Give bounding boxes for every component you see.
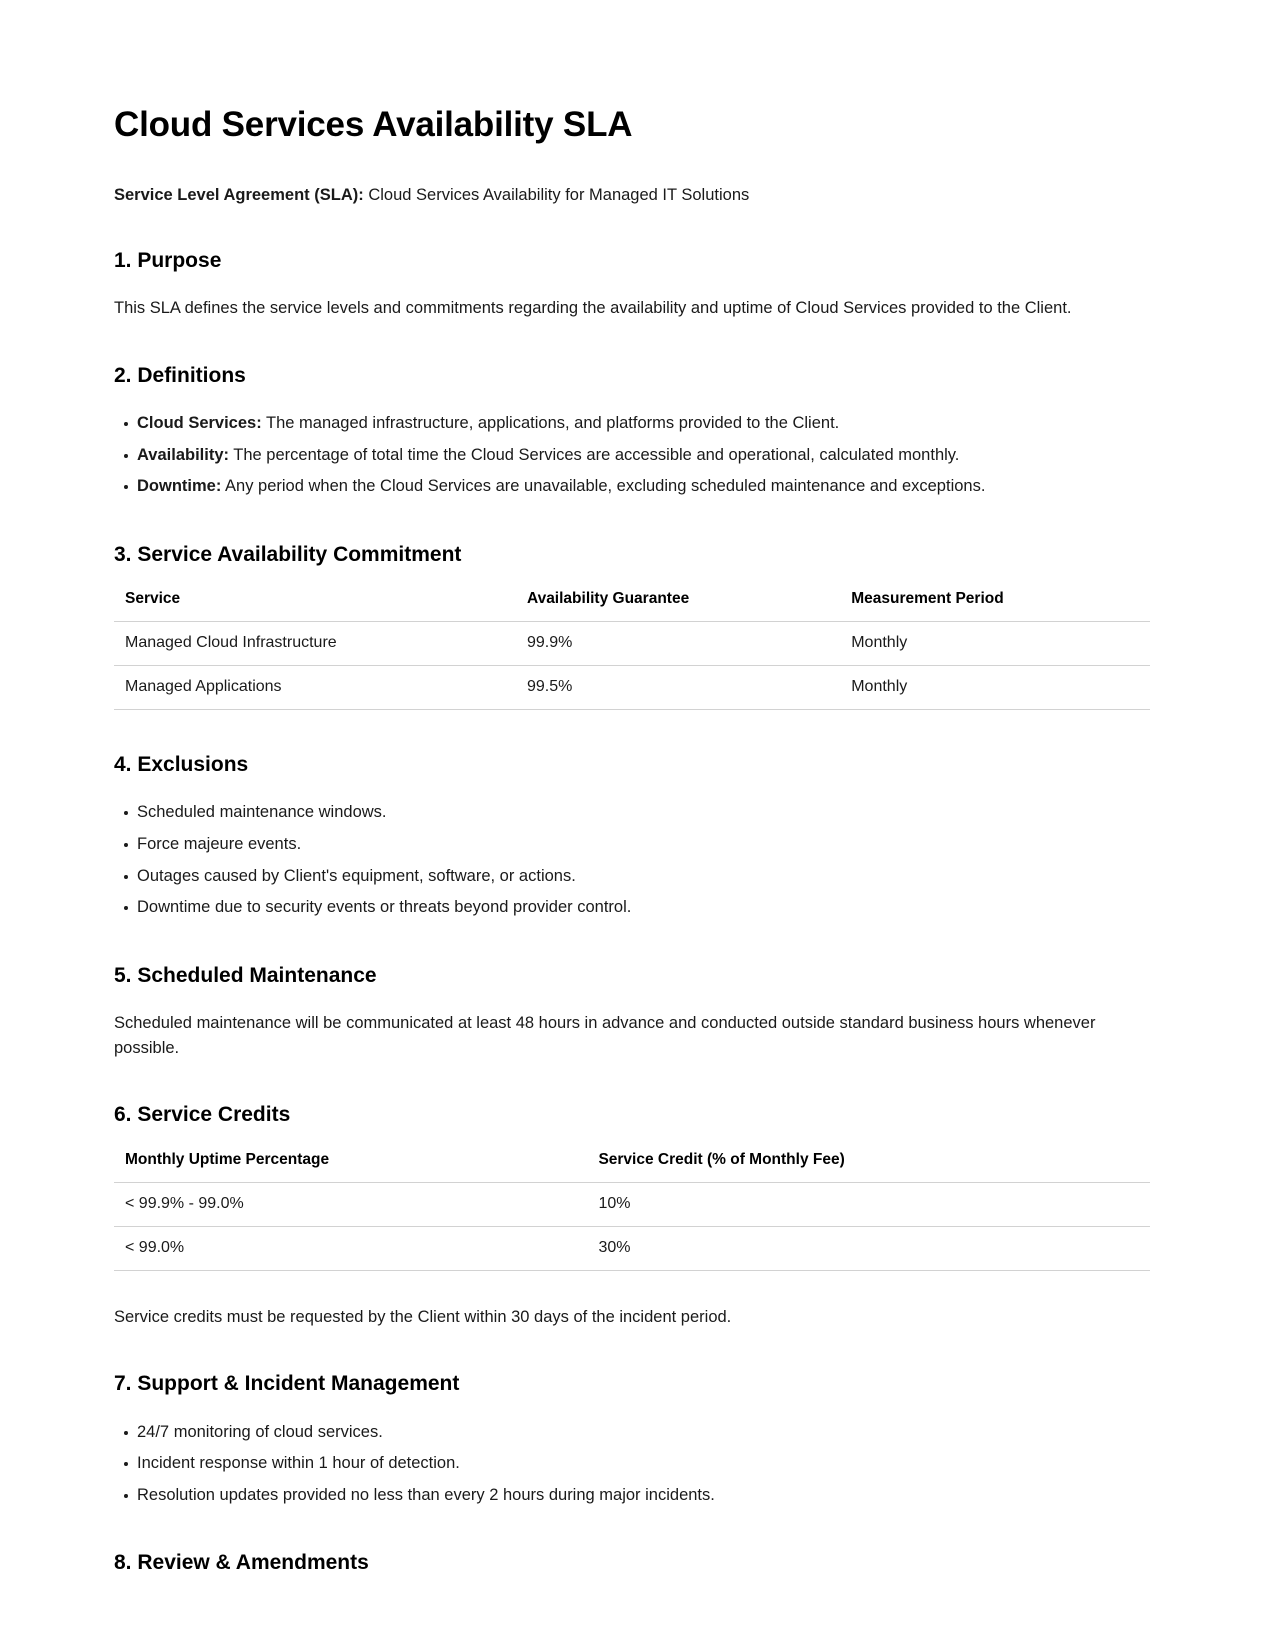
list-item: Outages caused by Client's equipment, software, or actions. — [114, 864, 1150, 890]
section-commitment-heading: 3. Service Availability Commitment — [114, 542, 462, 566]
section-support-heading: 7. Support & Incident Management — [114, 1372, 460, 1396]
definition-text: The managed infrastructure, applications, and platforms provided to the Client. — [261, 414, 840, 433]
table-row — [114, 1182, 1150, 1226]
column-header-availability-guarantee: Availability Guarantee — [516, 590, 840, 622]
table-row — [114, 1226, 1150, 1270]
support-list — [114, 1420, 1150, 1509]
credits-table-wrap — [114, 1151, 1150, 1271]
sla-subtitle-label: Service Level Agreement (SLA): — [114, 186, 364, 205]
cell-availability-guarantee: 99.9% — [516, 622, 840, 666]
section-scheduled-maintenance — [114, 963, 1150, 1061]
section-purpose — [114, 248, 1150, 321]
list-item: 24/7 monitoring of cloud services. — [114, 1420, 1150, 1446]
column-header-measurement-period: Measurement Period — [840, 590, 1150, 622]
definition-text: Any period when the Cloud Services are unavailable, excluding scheduled maintenance and exceptions. — [221, 477, 986, 496]
list-item — [114, 443, 1150, 469]
definition-term: Cloud Services: — [137, 414, 262, 433]
section-credits-heading: 6. Service Credits — [114, 1103, 291, 1127]
definition-text: The percentage of total time the Cloud Services are accessible and operational, calculated monthly. — [229, 445, 960, 464]
section-exclusions-heading: 4. Exclusions — [114, 753, 249, 777]
table-row — [114, 666, 1150, 710]
section-maintenance-heading: 5. Scheduled Maintenance — [114, 963, 377, 987]
service-credits-note: Service credits must be requested by the Client within 30 days of the incident period. — [114, 1307, 732, 1326]
cell-service-credit: 30% — [587, 1226, 1150, 1270]
list-item: Force majeure events. — [114, 832, 1150, 858]
column-header-service-credit: Service Credit (% of Monthly Fee) — [587, 1151, 1150, 1183]
sla-subtitle — [114, 183, 1150, 208]
section-support-incident-management — [114, 1371, 1150, 1508]
section-service-credits — [114, 1102, 1150, 1329]
definition-term: Downtime: — [137, 477, 222, 496]
cell-measurement-period: Monthly — [840, 622, 1150, 666]
list-item: Resolution updates provided no less than every 2 hours during major incidents. — [114, 1483, 1150, 1509]
definition-term: Availability: — [137, 445, 229, 464]
exclusions-list — [114, 800, 1150, 920]
list-item — [114, 474, 1150, 500]
cell-availability-guarantee: 99.5% — [516, 666, 840, 710]
service-credits-table — [114, 1151, 1150, 1271]
definitions-list — [114, 411, 1150, 500]
list-item: Incident response within 1 hour of detection. — [114, 1451, 1150, 1477]
cell-uptime-range: < 99.9% - 99.0% — [114, 1182, 587, 1226]
table-header-row — [114, 1151, 1150, 1183]
section-maintenance-body: Scheduled maintenance will be communicated at least 48 hours in advance and conducted outside standard business hours whenever possible. — [114, 1013, 1096, 1057]
list-item — [114, 411, 1150, 437]
section-service-availability-commitment — [114, 542, 1150, 710]
cell-service: Managed Cloud Infrastructure — [114, 622, 516, 666]
section-purpose-heading: 1. Purpose — [114, 249, 222, 273]
sla-subtitle-text: Cloud Services Availability for Managed IT Solutions — [363, 186, 750, 205]
table-header-row — [114, 590, 1150, 622]
column-header-monthly-uptime-percentage: Monthly Uptime Percentage — [114, 1151, 587, 1183]
availability-table-wrap — [114, 590, 1150, 710]
section-purpose-body: This SLA defines the service levels and commitments regarding the availability and uptime of Cloud Services provided to the Client. — [114, 299, 1072, 318]
cell-service: Managed Applications — [114, 666, 516, 710]
cell-uptime-range: < 99.0% — [114, 1226, 587, 1270]
section-review-amendments — [114, 1550, 1150, 1576]
list-item: Downtime due to security events or threats beyond provider control. — [114, 895, 1150, 921]
section-definitions — [114, 363, 1150, 500]
column-header-service: Service — [114, 590, 516, 622]
section-definitions-heading: 2. Definitions — [114, 364, 246, 388]
section-review-heading: 8. Review & Amendments — [114, 1551, 369, 1575]
section-exclusions — [114, 752, 1150, 921]
availability-table — [114, 590, 1150, 710]
cell-service-credit: 10% — [587, 1182, 1150, 1226]
cell-measurement-period: Monthly — [840, 666, 1150, 710]
page-title: Cloud Services Availability SLA — [114, 105, 633, 144]
table-row — [114, 622, 1150, 666]
list-item: Scheduled maintenance windows. — [114, 800, 1150, 826]
